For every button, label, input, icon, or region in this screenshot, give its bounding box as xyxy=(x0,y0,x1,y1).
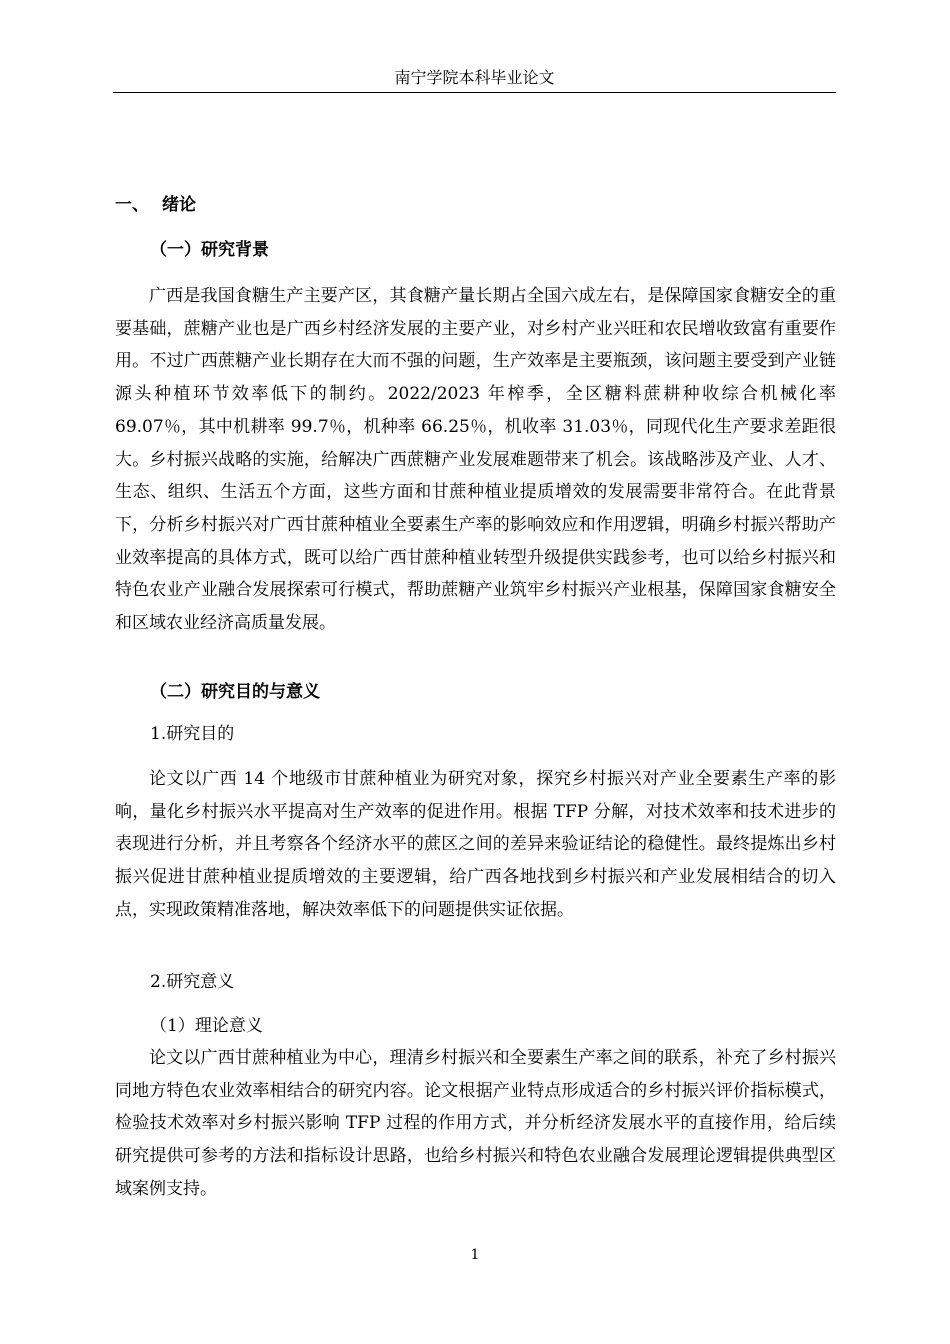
chapter-title: 绪论 xyxy=(162,195,196,215)
page-header: 南宁学院本科毕业论文 xyxy=(113,68,836,93)
paragraph-research-purpose: 论文以广西 14 个地级市甘蔗种植业为研究对象，探究乡村振兴对产业全要素生产率的影响，量化乡村振兴水平提高对生产效率的促进作用。根据 TFP 分解，对技术效率和技术进步的表现进行分析，并且考察各个经济水平的蔗区之间的差异来验证结论的稳健性。最终提炼出乡村振兴促进甘蔗种植业提质增效的主要逻辑，给广西各地找到乡村振兴和产业发展相结合的切入点，实现政策精准落地，解决效率低下的问题提供实证依据。 xyxy=(115,769,836,920)
subheading-research-purpose: 1.研究目的 xyxy=(150,724,235,744)
paragraph-background: 广西是我国食糖生产主要产区，其食糖产量长期占全国六成左右，是保障国家食糖安全的重要基础，蔗糖产业也是广西乡村经济发展的主要产业，对乡村产业兴旺和农民增收致富有重要作用。不过广西蔗糖产业长期存在大而不强的问题，生产效率是主要瓶颈，该问题主要受到产业链源头种植环节效率低下的制约。2022/2023 年榨季，全区糖料蔗耕种收综合机械化率 69.07％，其中机耕率 99.7％，机种率 66.25％，机收率 31.03％，同现代化生产要求差距很大。乡村振兴战略的实施，给解决广西蔗糖产业发展难题带来了机会。该战略涉及产业、人才、生态、组织、生活五个方面，这些方面和甘蔗种植业提质增效的发展需要非常符合。在此背景下，分析乡村振兴对广西甘蔗种植业全要素生产率的影响效应和作用逻辑，明确乡村振兴帮助产业效率提高的具体方式，既可以给广西甘蔗种植业转型升级提供实践参考，也可以给乡村振兴和特色农业产业融合发展探索可行模式，帮助蔗糖产业筑牢乡村振兴产业根基，保障国家食糖安全和区域农业经济高质量发展。 xyxy=(115,286,836,634)
page-number: 1 xyxy=(470,1247,480,1263)
section-heading-purpose-significance: （二）研究目的与意义 xyxy=(150,682,320,702)
chapter-number: 一、 xyxy=(115,195,149,215)
subheading-theoretical-significance: （1）理论意义 xyxy=(150,1016,263,1036)
chapter-heading xyxy=(115,193,196,217)
section-heading-background: （一）研究背景 xyxy=(150,240,269,260)
paragraph-theoretical-significance: 论文以广西甘蔗种植业为中心，理清乡村振兴和全要素生产率之间的联系，补充了乡村振兴同地方特色农业效率相结合的研究内容。论文根据产业特点形成适合的乡村振兴评价指标模式，检验技术效率对乡村振兴影响 TFP 过程的作用方式，并分析经济发展水平的直接作用，给后续研究提供可参考的方法和指标设计思路，也给乡村振兴和特色农业融合发展理论逻辑提供典型区域案例支持。 xyxy=(115,1048,836,1199)
subheading-research-significance: 2.研究意义 xyxy=(150,972,235,992)
